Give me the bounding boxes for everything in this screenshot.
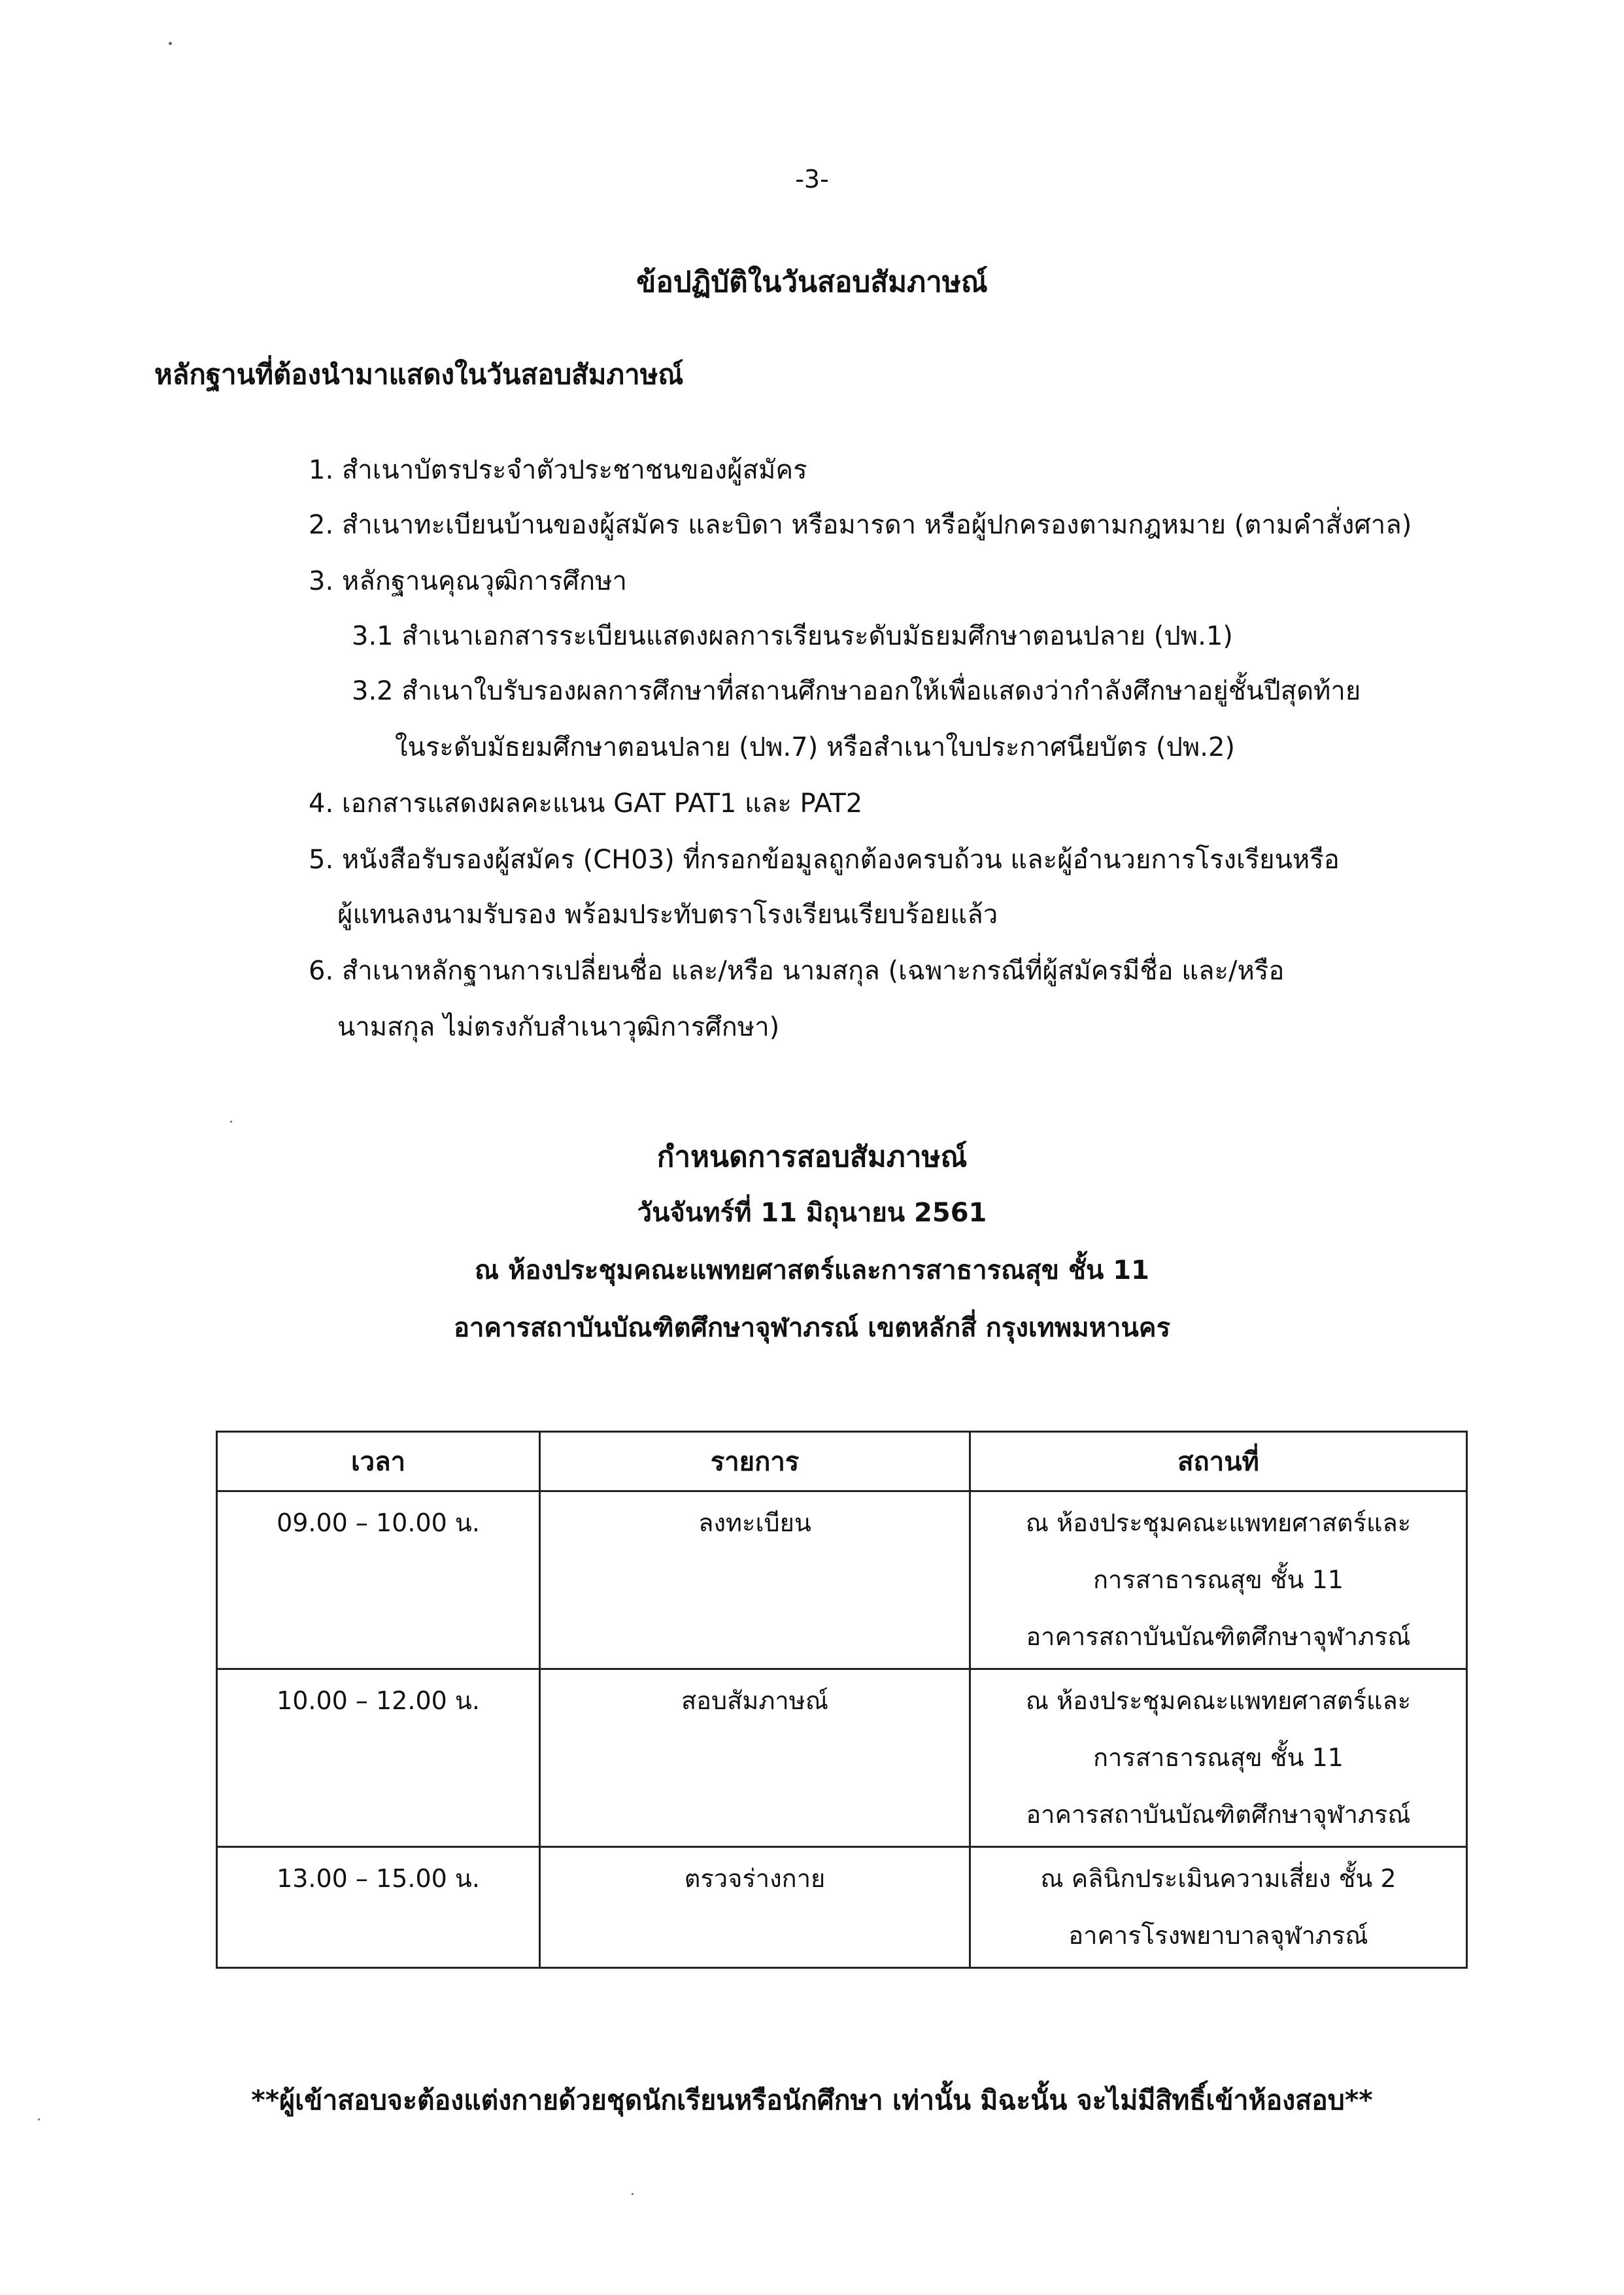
schedule-building: อาคารสถาบันบัณฑิตศึกษาจุฬาภรณ์ เขตหลักสี่ กรุงเทพมหานคร bbox=[453, 1313, 1171, 1343]
column-header-place: สถานที่ bbox=[970, 1432, 1467, 1491]
row-time: 13.00 – 15.00 น. bbox=[217, 1847, 540, 1968]
row-item: สอบสัมภาษณ์ bbox=[540, 1669, 970, 1847]
table-row bbox=[217, 1669, 1467, 1847]
place-line: การสาธารณสุข ชั้น 11 bbox=[1093, 1565, 1344, 1594]
place-line: ณ คลินิกประเมินความเสี่ยง ชั้น 2 bbox=[1040, 1864, 1396, 1893]
document-item-3-2-continued: ในระดับมัธยมศึกษาตอนปลาย (ปพ.7) หรือสำเนาใบประกาศนียบัตร (ปพ.2) bbox=[395, 732, 1235, 762]
place-line: อาคารสถาบันบัณฑิตศึกษาจุฬาภรณ์ bbox=[1026, 1800, 1411, 1829]
row-place bbox=[970, 1491, 1467, 1669]
document-item-6-continued: นามสกุล ไม่ตรงกับสำเนาวุฒิการศึกษา) bbox=[337, 1012, 780, 1042]
document-item-5-continued: ผู้แทนลงนามรับรอง พร้อมประทับตราโรงเรียนเรียบร้อยแล้ว bbox=[337, 900, 998, 930]
table-row bbox=[217, 1847, 1467, 1968]
page-title: ข้อปฏิบัติในวันสอบสัมภาษณ์ bbox=[636, 265, 988, 299]
footer-note: **ผู้เข้าสอบจะต้องแต่งกายด้วยชุดนักเรียนหรือนักศึกษา เท่านั้น มิฉะนั้น จะไม่มีสิทธิ์เข้าห้องสอบ** bbox=[251, 2084, 1373, 2116]
scan-speck bbox=[230, 1121, 232, 1123]
document-item-3-1: 3.1 สำเนาเอกสารระเบียนแสดงผลการเรียนระดับมัธยมศึกษาตอนปลาย (ปพ.1) bbox=[352, 621, 1233, 651]
row-place bbox=[970, 1847, 1467, 1968]
document-item-4: 4. เอกสารแสดงผลคะแนน GAT PAT1 และ PAT2 bbox=[309, 789, 863, 819]
document-item-3-2: 3.2 สำเนาใบรับรองผลการศึกษาที่สถานศึกษาออกให้เพื่อแสดงว่ากำลังศึกษาอยู่ชั้นปีสุดท้าย bbox=[352, 676, 1361, 706]
place-line: ณ ห้องประชุมคณะแพทยศาสตร์และ bbox=[1025, 1508, 1412, 1537]
document-item-5: 5. หนังสือรับรองผู้สมัคร (CH03) ที่กรอกข้อมูลถูกต้องครบถ้วน และผู้อำนวยการโรงเรียนหรือ bbox=[309, 845, 1340, 875]
schedule-venue: ณ ห้องประชุมคณะแพทยศาสตร์และการสาธารณสุข ชั้น 11 bbox=[475, 1255, 1149, 1285]
scan-speck bbox=[169, 42, 172, 45]
table-row bbox=[217, 1491, 1467, 1669]
row-time: 09.00 – 10.00 น. bbox=[217, 1491, 540, 1669]
schedule-date: วันจันทร์ที่ 11 มิถุนายน 2561 bbox=[637, 1198, 987, 1228]
row-item: ตรวจร่างกาย bbox=[540, 1847, 970, 1968]
place-line: การสาธารณสุข ชั้น 11 bbox=[1093, 1743, 1344, 1772]
row-item: ลงทะเบียน bbox=[540, 1491, 970, 1669]
document-item-2: 2. สำเนาทะเบียนบ้านของผู้สมัคร และบิดา หรือมารดา หรือผู้ปกครองตามกฎหมาย (ตามคำสั่งศาล) bbox=[309, 510, 1412, 540]
place-line: ณ ห้องประชุมคณะแพทยศาสตร์และ bbox=[1025, 1686, 1412, 1715]
row-time: 10.00 – 12.00 น. bbox=[217, 1669, 540, 1847]
place-line: อาคารสถาบันบัณฑิตศึกษาจุฬาภรณ์ bbox=[1026, 1622, 1411, 1651]
column-header-item: รายการ bbox=[540, 1432, 970, 1491]
table-header-row bbox=[217, 1432, 1467, 1491]
documents-heading: หลักฐานที่ต้องนำมาแสดงในวันสอบสัมภาษณ์ bbox=[154, 358, 684, 390]
row-place bbox=[970, 1669, 1467, 1847]
place-line: อาคารโรงพยาบาลจุฬาภรณ์ bbox=[1068, 1921, 1368, 1950]
schedule-title: กำหนดการสอบสัมภาษณ์ bbox=[656, 1140, 968, 1174]
page-number: -3- bbox=[795, 165, 829, 194]
document-item-3: 3. หลักฐานคุณวุฒิการศึกษา bbox=[309, 566, 627, 596]
column-header-time: เวลา bbox=[217, 1432, 540, 1491]
document-item-6: 6. สำเนาหลักฐานการเปลี่ยนชื่อ และ/หรือ นามสกุล (เฉพาะกรณีที่ผู้สมัครมีชื่อ และ/หรือ bbox=[309, 956, 1285, 986]
scan-speck bbox=[632, 2193, 634, 2195]
document-item-1: 1. สำเนาบัตรประจำตัวประชาชนของผู้สมัคร bbox=[309, 455, 807, 485]
schedule-table bbox=[216, 1431, 1468, 1969]
